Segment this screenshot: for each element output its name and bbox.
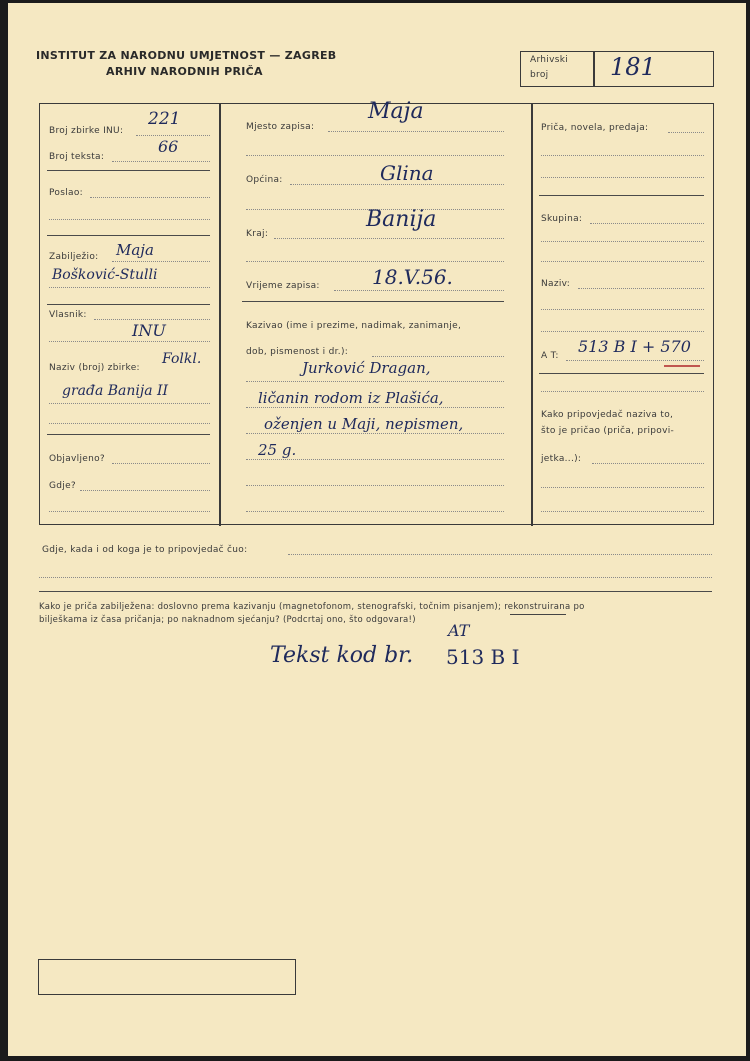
gdje-line (80, 490, 210, 491)
at-value: 513 B I + 570 (578, 337, 691, 356)
archive-box-divider (593, 52, 595, 86)
skupina-line (590, 223, 704, 224)
note-text: Tekst kod br. (270, 643, 414, 668)
bottom-empty-box (38, 959, 296, 995)
separator (39, 591, 712, 592)
zabiljezio-line-2 (49, 287, 210, 288)
kazivac-line-6 (246, 485, 504, 486)
vlasnik-value: INU (132, 321, 166, 340)
separator (47, 170, 210, 171)
column-divider-2 (531, 103, 533, 526)
kazivac-value-1: Jurković Dragan, (302, 359, 431, 377)
index-card (8, 3, 746, 1056)
kraj-value: Banija (366, 207, 437, 232)
main-form-frame (39, 103, 714, 525)
naziv-zbirke-value-2: građa Banija II (62, 383, 169, 399)
at-line (566, 360, 704, 361)
zabiljezio-value-1: Maja (116, 241, 154, 259)
kraj-line (274, 238, 504, 239)
vlasnik-line (94, 319, 210, 320)
skupina-line-3 (541, 261, 704, 262)
prica-line-3 (541, 177, 704, 178)
naziv-zbirke-value-1: Folkl. (162, 351, 202, 367)
skupina-label: Skupina: (541, 214, 583, 224)
kazivac-value-3: oženjen u Maji, nepismen, (264, 415, 464, 433)
teksta-label: Broj teksta: (49, 152, 105, 162)
skupina-line-2 (541, 241, 704, 242)
naziv-zbirke-line (49, 403, 210, 404)
kako-line-3 (541, 511, 704, 512)
zabiljezio-label: Zabilježio: (49, 252, 99, 262)
kazivac-line-2 (246, 381, 504, 382)
mjesto-value: Maja (368, 99, 424, 124)
separator (47, 434, 210, 435)
at-label: A T: (541, 351, 559, 361)
spacer-line (541, 391, 704, 392)
vrijeme-line (334, 290, 504, 291)
poslao-line-2 (49, 219, 210, 220)
opcina-label: Općina: (246, 175, 283, 185)
kako-label-2: što je pričao (priča, pripovi- (541, 426, 675, 436)
kazivac-line-4 (246, 433, 504, 434)
poslao-line (90, 197, 210, 198)
prica-label: Priča, novela, predaja: (541, 123, 649, 133)
kako-zabiljezena-line-1: Kako je priča zabilježena: doslovno prema kazivanju (magnetofonom, stenografski, točnim pisanjem); rekonstruirana po (39, 602, 585, 612)
vlasnik-line-2 (49, 341, 210, 342)
teksta-line (112, 161, 210, 162)
column-divider-1 (219, 103, 221, 526)
prica-line-2 (541, 155, 704, 156)
gdje-label: Gdje? (49, 481, 77, 491)
vrijeme-value: 18.V.56. (372, 265, 453, 289)
gdje-kada-line-2 (39, 577, 712, 578)
at-red-underline (664, 365, 700, 367)
mjesto-label: Mjesto zapisa: (246, 122, 315, 132)
kraj-line-2 (246, 261, 504, 262)
vrijeme-label: Vrijeme zapisa: (246, 281, 320, 291)
kazivac-label-2: dob, pismenost i dr.): (246, 347, 349, 357)
kazivac-line-5 (246, 459, 504, 460)
kako-label-1: Kako pripovjedač naziva to, (541, 410, 674, 420)
poslao-label: Poslao: (49, 188, 83, 198)
zabiljezio-line (112, 261, 210, 262)
kazivac-value-4: 25 g. (258, 441, 297, 459)
kako-line-2 (541, 487, 704, 488)
vlasnik-label: Vlasnik: (49, 310, 87, 320)
zbirka-inu-line (136, 135, 210, 136)
objavljeno-label: Objavljeno? (49, 454, 105, 464)
naziv-label: Naziv: (541, 279, 571, 289)
note-number: 513 B I (446, 645, 520, 669)
archive-number-value: 181 (610, 53, 656, 81)
archive-title: ARHIV NARODNIH PRIČA (106, 65, 263, 78)
naziv-zbirke-label: Naziv (broj) zbirke: (49, 363, 140, 373)
kazivac-label-1: Kazivao (ime i prezime, nadimak, zanimanje, (246, 321, 462, 331)
objavljeno-line (112, 463, 210, 464)
separator (47, 235, 210, 236)
opcina-value: Glina (380, 161, 434, 185)
archive-label-1: Arhivski (530, 55, 569, 65)
kako-zabiljezena-line-2: bilješkama iz časa pričanja; po naknadnom sjećanju? (Podcrtaj ono, što odgovara!) (39, 615, 416, 625)
institution-title: INSTITUT ZA NARODNU UMJETNOST — ZAGREB (36, 49, 337, 62)
note-at-superscript: AT (448, 621, 470, 640)
separator (47, 304, 210, 305)
kazivac-value-2: ličanin rodom iz Plašića, (258, 389, 444, 407)
separator (242, 301, 504, 302)
kazivac-line (372, 356, 504, 357)
naziv-line-3 (541, 331, 704, 332)
naziv-line-2 (541, 309, 704, 310)
kako-line (592, 463, 704, 464)
prica-line (668, 132, 704, 133)
gdje-kada-label: Gdje, kada i od koga je to pripovjedač čuo: (42, 545, 248, 555)
underline-tocnim-pisanjem (510, 614, 566, 615)
kako-label-3: jetka...): (541, 454, 582, 464)
archive-label-2: broj (530, 70, 549, 80)
naziv-line (578, 288, 704, 289)
separator (539, 195, 704, 196)
zbirka-inu-value: 221 (148, 109, 181, 129)
naziv-zbirke-line-2 (49, 423, 210, 424)
zbirka-inu-label: Broj zbirke INU: (49, 126, 124, 136)
zabiljezio-value-2: Bošković-Stulli (52, 267, 158, 283)
kazivac-line-3 (246, 407, 504, 408)
kraj-label: Kraj: (246, 229, 269, 239)
separator (539, 373, 704, 374)
kazivac-line-7 (246, 511, 504, 512)
gdje-line-2 (49, 511, 210, 512)
mjesto-line-2 (246, 155, 504, 156)
gdje-kada-line (288, 554, 712, 555)
teksta-value: 66 (158, 137, 179, 156)
mjesto-line (328, 131, 504, 132)
